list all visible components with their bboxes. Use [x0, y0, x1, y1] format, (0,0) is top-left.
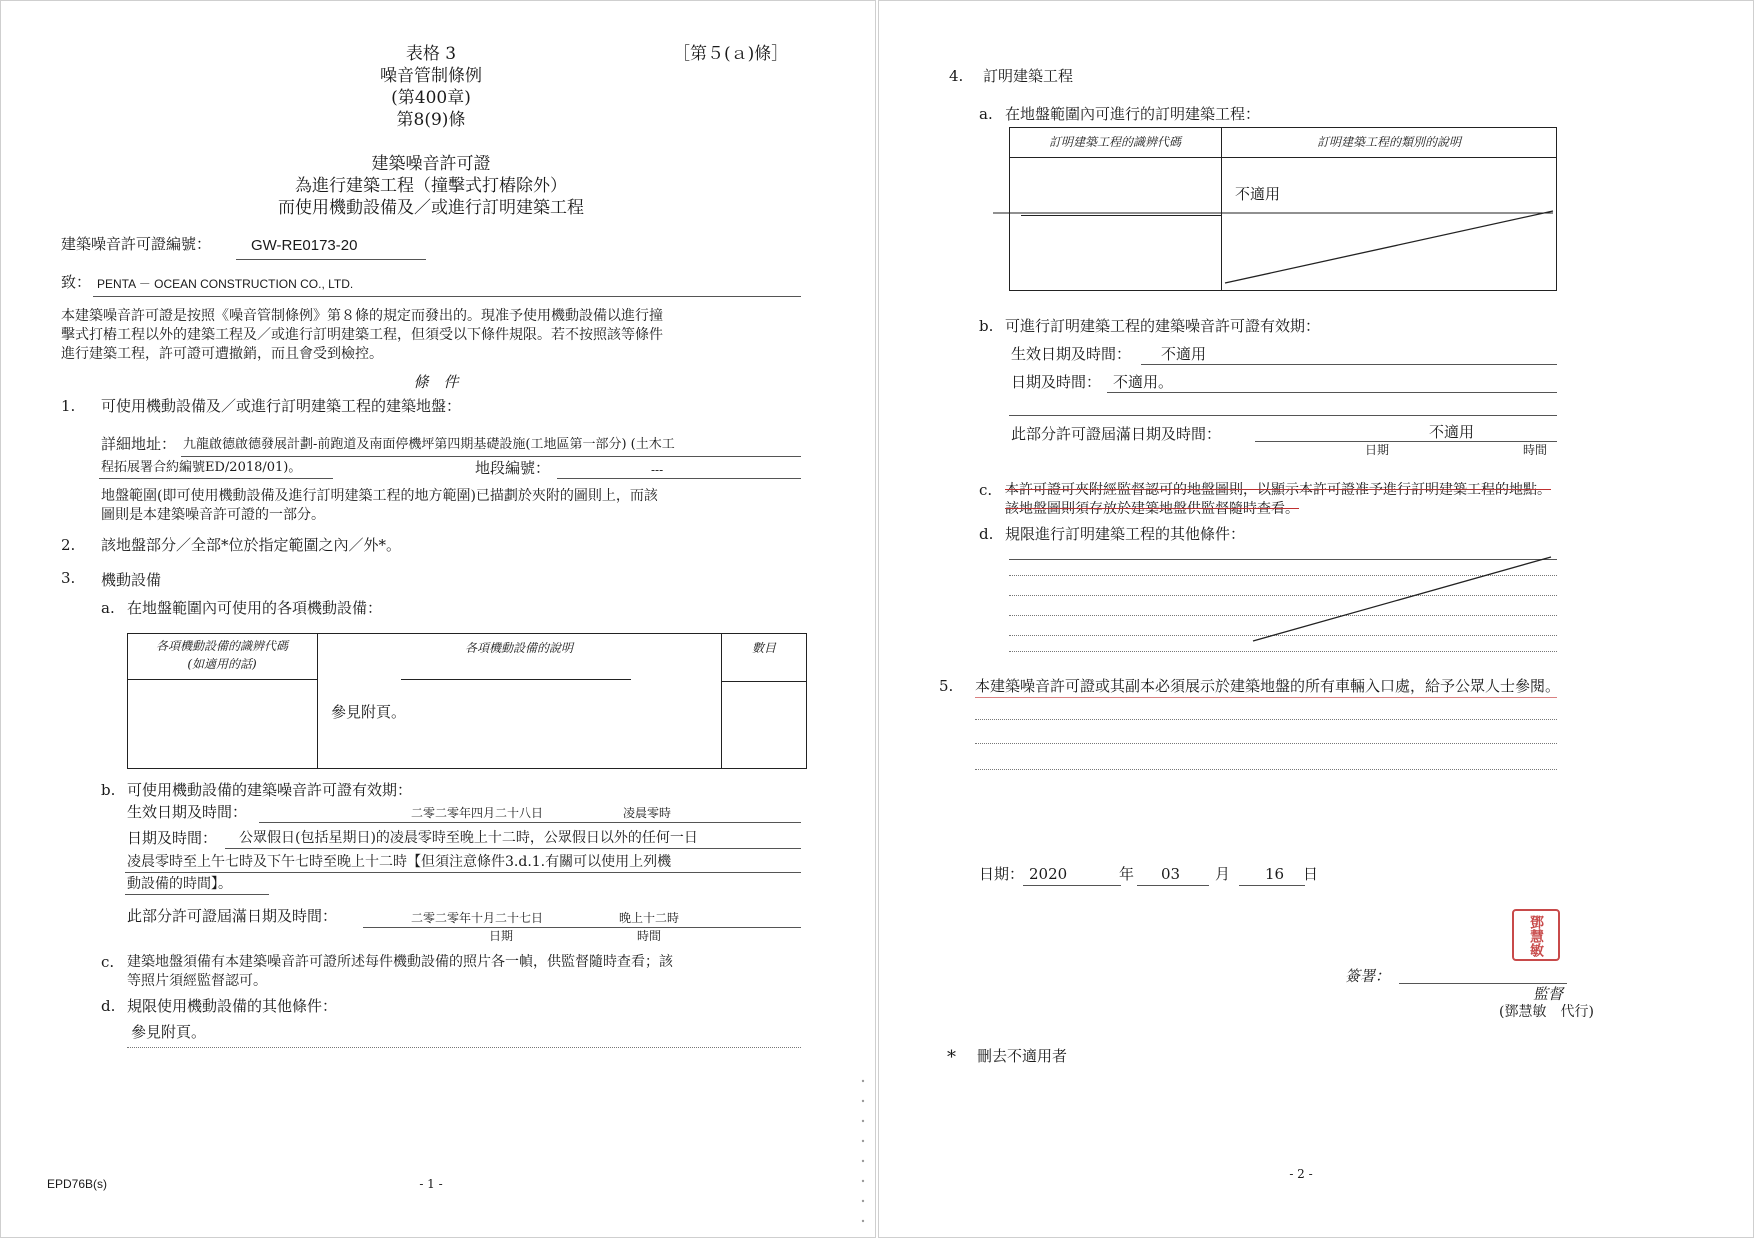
works-table-header-code: 訂明建築工程的識辨代碼: [1048, 135, 1181, 149]
ordinance-chapter: (第400章): [391, 88, 471, 108]
condition-5-number: 5.: [939, 677, 954, 695]
table-header-description: 各項機動設備的說明: [464, 641, 573, 655]
works-period-value: 不適用。: [1113, 373, 1174, 391]
cancellation-strokes: [879, 1, 1754, 1239]
works-table-cell: 不適用: [1235, 185, 1281, 203]
footnote-text: 刪去不適用者: [977, 1047, 1068, 1065]
condition-4-number: 4.: [949, 67, 964, 85]
effective-datetime-label: 生效日期及時間：: [127, 803, 248, 821]
condition-3c-label: c.: [101, 953, 115, 971]
permit-title-line3: 而使用機動設備及／或進行訂明建築工程: [278, 198, 584, 218]
table-header-code-line2: (如適用的話): [187, 657, 257, 671]
period-line3: 動設備的時間】。: [127, 876, 232, 892]
condition-3-number: 3.: [61, 569, 76, 587]
works-period-label: 日期及時間：: [1011, 373, 1102, 391]
conditions-heading: 條 件: [413, 373, 459, 391]
permit-number: GW-RE0173-20: [251, 237, 358, 254]
condition-3d-label: d.: [101, 997, 116, 1015]
condition-4d-label: d.: [979, 525, 994, 543]
condition-2-text: 該地盤部分／全部*位於指定範圍之內／外*。: [101, 536, 402, 554]
condition-1-number: 1.: [61, 397, 76, 415]
address-line1: 九龍啟德啟德發展計劃-前跑道及南面停機坪第四期基礎設施(工地區第一部分) (土木工: [183, 437, 675, 452]
seal-text: 鄧慧敏: [1528, 915, 1544, 957]
condition-4a-text: 在地盤範圍內可進行的訂明建築工程：: [1005, 105, 1261, 123]
permit-number-label: 建築噪音許可證編號：: [61, 235, 212, 253]
expiry-date: 二零二零年十月二十七日: [411, 911, 544, 925]
condition-4c-line2: 該地盤圖則須存放於建築地盤供監督隨時查看。: [1005, 501, 1299, 517]
condition-5-text: 本建築噪音許可證或其副本必須展示於建築地盤的所有車輛入口處，給予公眾人士參閱。: [975, 677, 1561, 695]
condition-4-heading: 訂明建築工程: [983, 67, 1074, 85]
site-description-line2: 圖則是本建築噪音許可證的一部分。: [101, 507, 325, 523]
issue-month: 03: [1161, 865, 1181, 883]
expiry-datetime-label: 此部分許可證屆滿日期及時間：: [127, 907, 338, 925]
works-expiry-date-caption: 日期: [1365, 443, 1390, 457]
equipment-table-cell: 參見附頁。: [331, 703, 407, 721]
condition-3c-line1: 建築地盤須備有本建築噪音許可證所述每件機動設備的照片各一幀，供監督隨時查看；該: [127, 954, 673, 970]
expiry-date-caption: 日期: [489, 929, 514, 943]
condition-2-number: 2.: [61, 536, 76, 554]
condition-4b-text: 可進行訂明建築工程的建築噪音許可證有效期：: [1005, 317, 1321, 335]
works-effective-value: 不適用: [1161, 345, 1207, 363]
issue-day: 16: [1265, 865, 1285, 883]
condition-3d-value: 參見附頁。: [131, 1023, 207, 1041]
condition-1-text: 可使用機動設備及／或進行訂明建築工程的建築地盤：: [101, 397, 462, 415]
condition-4a-label: a.: [979, 105, 993, 123]
expiry-time-caption: 時間: [637, 929, 662, 943]
issue-year: 2020: [1029, 865, 1068, 883]
document-page-2: [878, 0, 1754, 1238]
condition-4b-label: b.: [979, 317, 994, 335]
condition-3a-text: 在地盤範圍內可使用的各項機動設備：: [127, 599, 383, 617]
effective-time: 凌晨零時: [623, 806, 672, 820]
lot-number-label: 地段編號：: [475, 459, 551, 477]
address-label: 詳細地址：: [101, 435, 177, 453]
footnote-mark: *: [947, 1047, 956, 1068]
permit-title-line1: 建築噪音許可證: [371, 154, 491, 174]
intro-line1: 本建築噪音許可證是按照《噪音管制條例》第８條的規定而發出的。現准予使用機動設備以進行撞: [61, 308, 663, 324]
permit-title-line2: 為進行建築工程（撞擊式打樁除外）: [295, 176, 567, 196]
ordinance-clause: 第8(9)條: [396, 110, 466, 130]
signatory-name: (鄧慧敏 代行): [1499, 1004, 1594, 1020]
works-table-header-description: 訂明建築工程的類別的說明: [1316, 135, 1461, 149]
form-number: 表格 3: [405, 44, 457, 64]
document-page-1: [0, 0, 876, 1238]
period-line1: 公眾假日(包括星期日)的凌晨零時至晚上十二時，公眾假日以外的任何一日: [239, 830, 698, 846]
condition-3b-label: b.: [101, 781, 116, 799]
site-description-line1: 地盤範圍(即可使用機動設備及進行訂明建築工程的地方範圍)已描劃於夾附的圖則上，而該: [101, 488, 658, 504]
signature-label: 簽署：: [1345, 967, 1391, 985]
issue-month-unit: 月: [1215, 865, 1231, 883]
expiry-time: 晚上十二時: [619, 911, 680, 925]
ordinance-name: 噪音管制條例: [380, 66, 482, 86]
works-effective-label: 生效日期及時間：: [1011, 345, 1132, 363]
issue-date-label: 日期：: [979, 865, 1025, 883]
condition-4c-line1: 本許可證可夾附經監督認可的地盤圖則，以顯示本許可證准予進行訂明建築工程的地點。: [1005, 482, 1551, 498]
effective-date: 二零二零年四月二十八日: [411, 806, 544, 820]
page-number-2: - 2 -: [1289, 1167, 1313, 1181]
addressee-name: PENTA － OCEAN CONSTRUCTION CO., LTD.: [97, 277, 354, 291]
condition-4d-text: 規限進行訂明建築工程的其他條件：: [1005, 525, 1246, 543]
page-number-1: - 1 -: [419, 1177, 443, 1191]
condition-4c-label: c.: [979, 481, 993, 499]
condition-3-heading: 機動設備: [101, 571, 162, 589]
issue-year-unit: 年: [1119, 865, 1135, 883]
condition-3a-label: a.: [101, 599, 115, 617]
addressee-label: 致：: [61, 273, 92, 291]
form-code: EPD76B(s): [47, 1177, 108, 1191]
address-line2: 程拓展署合約編號ED/2018/01)。: [101, 460, 302, 475]
section-reference: ［第５(ａ)條］: [673, 44, 789, 64]
period-label: 日期及時間：: [127, 829, 218, 847]
signatory-title: 監督: [1533, 985, 1564, 1003]
table-header-quantity: 數目: [751, 641, 776, 655]
table-header-code-line1: 各項機動設備的識辨代碼: [155, 639, 288, 653]
lot-number-value: ---: [651, 463, 664, 477]
binding-dots: [1, 1, 877, 1239]
intro-line3: 進行建築工程，許可證可遭撤銷，而且會受到檢控。: [61, 346, 383, 362]
intro-line2: 擊式打樁工程以外的建築工程及／或進行訂明建築工程，但須受以下條件規限。若不按照該等條件: [61, 327, 663, 343]
issue-day-unit: 日: [1303, 865, 1319, 883]
works-expiry-value: 不適用: [1429, 423, 1475, 441]
condition-3b-text: 可使用機動設備的建築噪音許可證有效期：: [127, 781, 413, 799]
works-expiry-time-caption: 時間: [1523, 443, 1548, 457]
period-line2: 凌晨零時至上午七時及下午七時至晚上十二時【但須注意條件3.d.1.有關可以使用上列機: [127, 854, 672, 870]
condition-3d-text: 規限使用機動設備的其他條件：: [127, 997, 338, 1015]
works-expiry-label: 此部分許可證屆滿日期及時間：: [1011, 425, 1222, 443]
condition-3c-line2: 等照片須經監督認可。: [127, 973, 267, 989]
